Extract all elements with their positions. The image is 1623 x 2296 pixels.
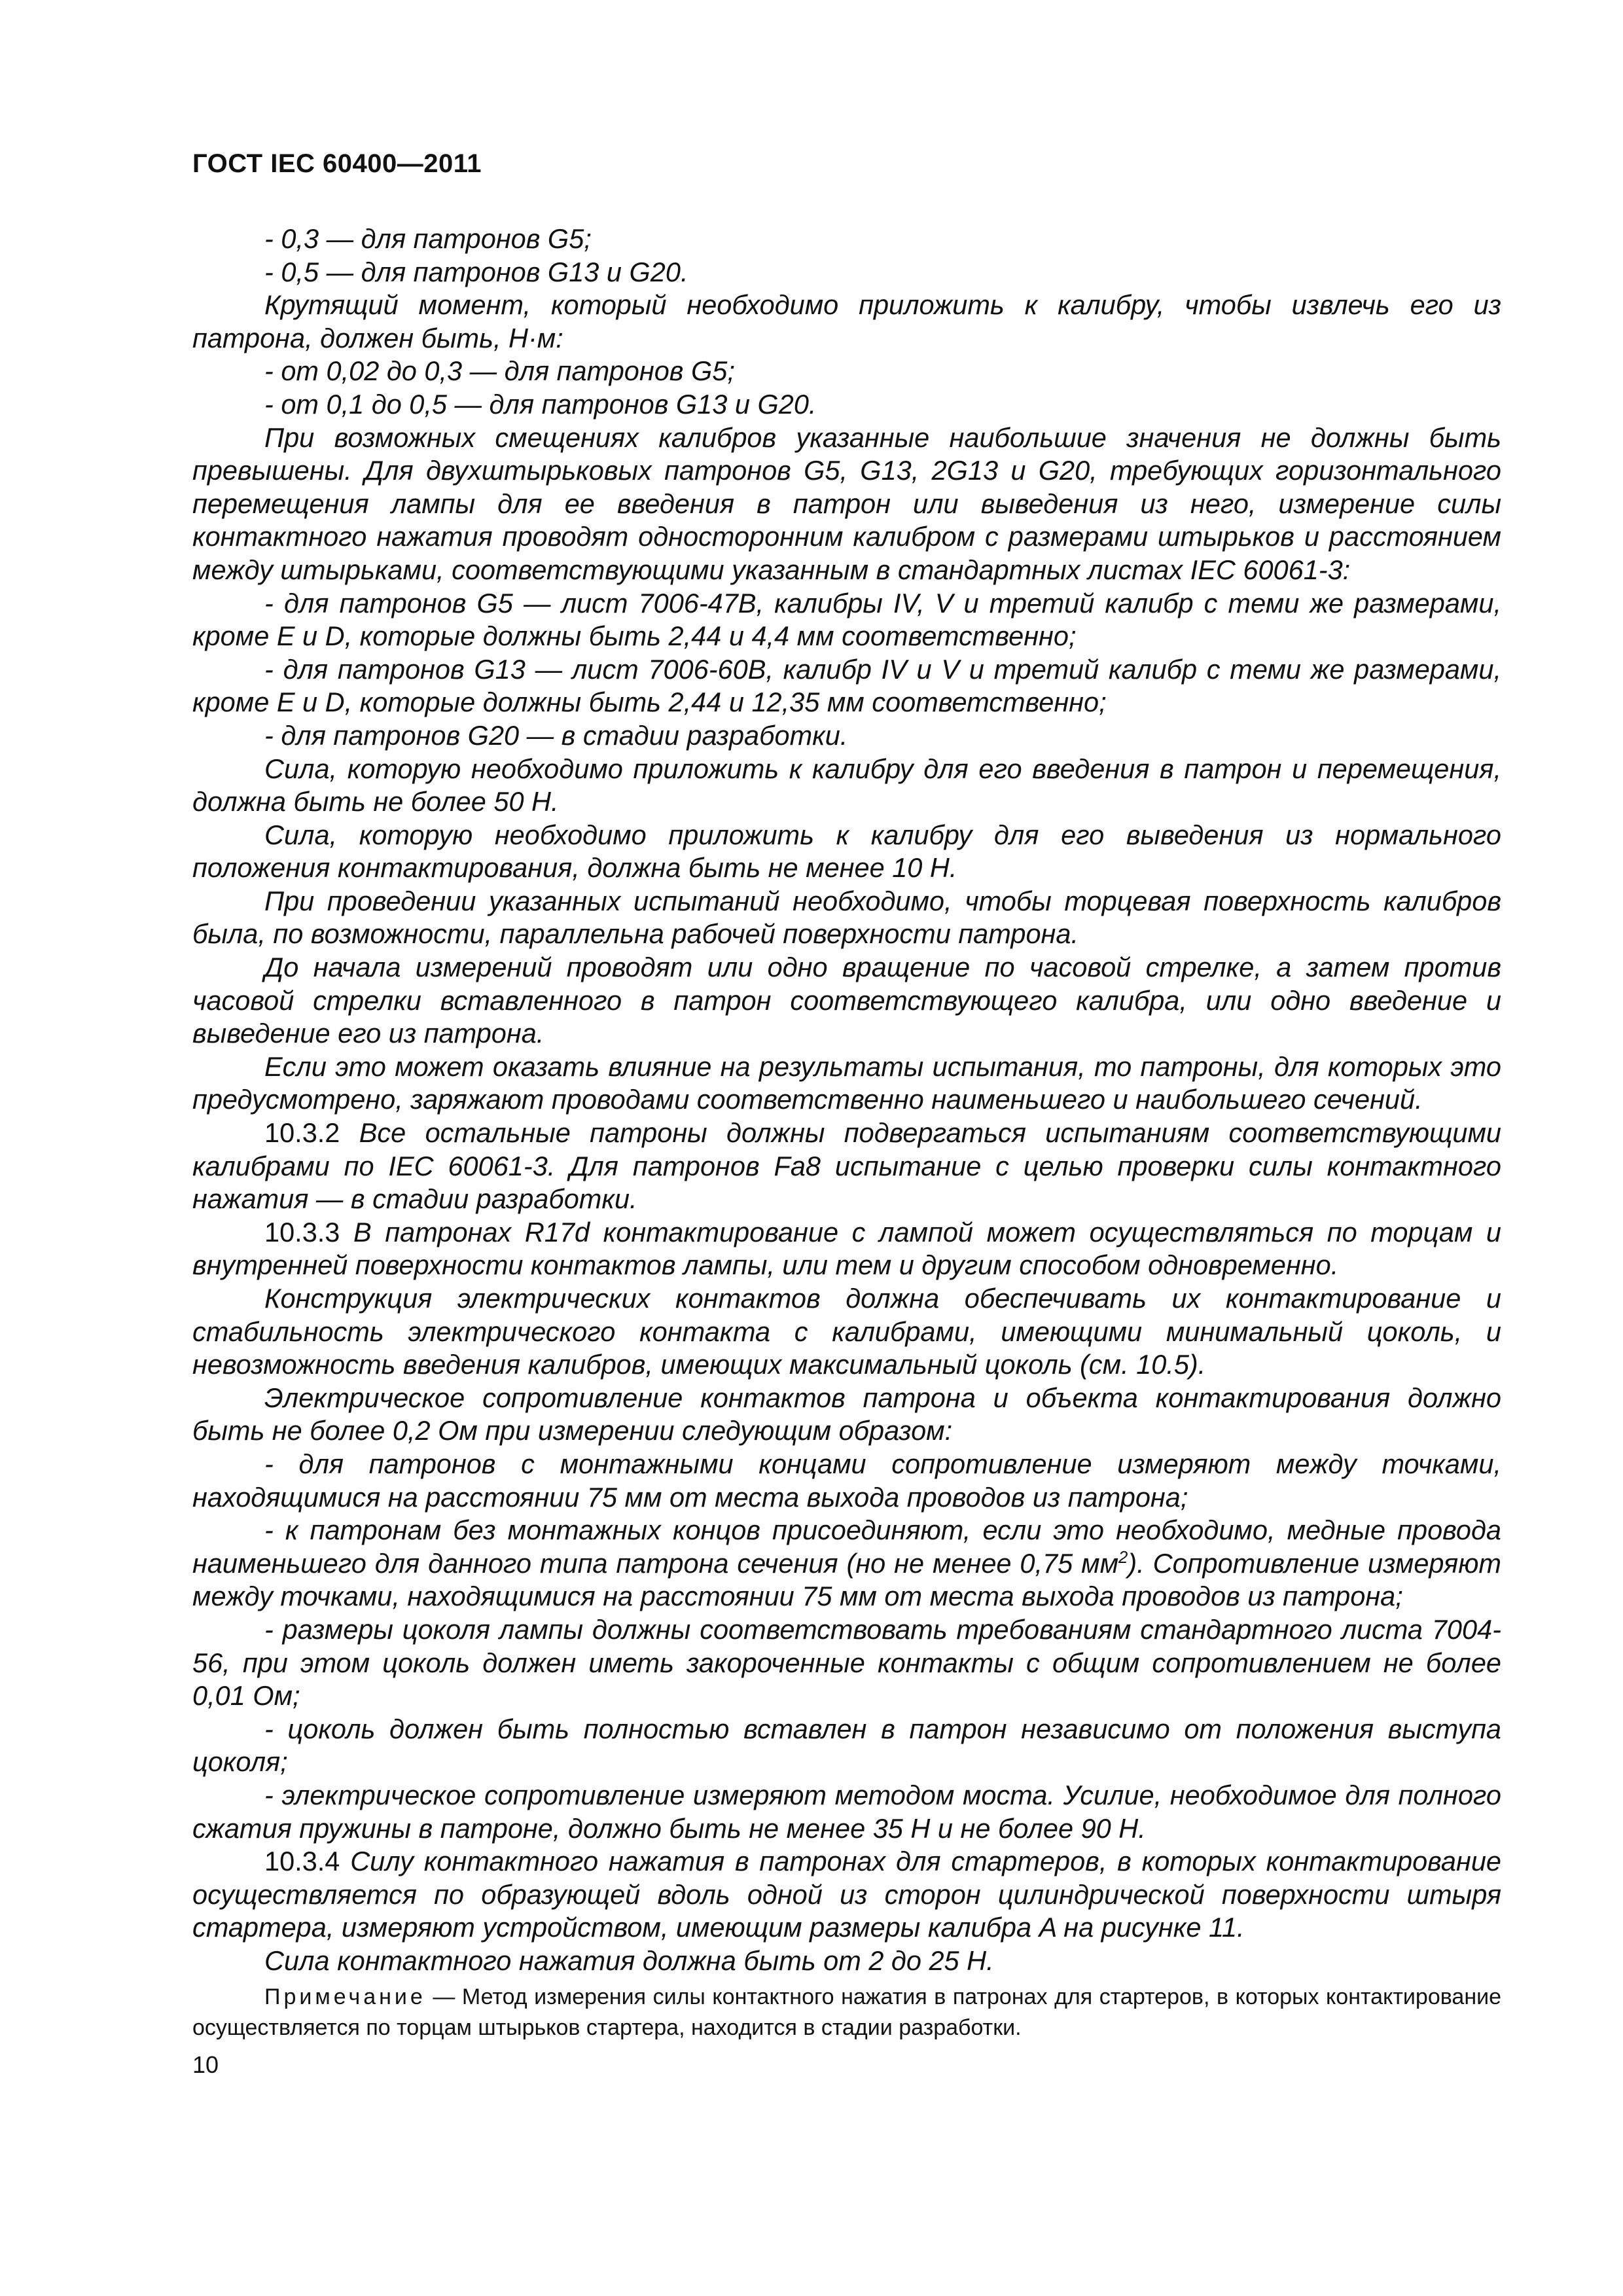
paragraph: При возможных смещениях калибров указанные наибольшие значения не должны быть превышены. Для двухштырьковых патронов G5, G13, 2G13 и G20, требующих горизонтального перемещения лампы для ее введения в патрон или выведения из него, измерение силы контактного нажатия проводят односторонним калибром с размерами штырьков и расстоянием между штырьками, соответствующими указанным в стандартных листах IEC 60061-3: [192, 422, 1501, 585]
clause-10-3-3 [192, 1216, 1501, 1282]
paragraph: - для патронов с монтажными концами сопротивление измеряют между точками, находящимися на расстоянии 75 мм от места выхода проводов из патрона; [192, 1448, 1501, 1513]
paragraph [192, 1514, 1501, 1613]
clause-text: Все остальные патроны должны подвергаться испытаниям соответствующими калибрами по IEC 60061-3. Для патронов Fa8 испытание с целью проверки силы контактного нажатия — в стадии разработки. [192, 1117, 1501, 1215]
clause-number: 10.3.2 [264, 1117, 340, 1149]
paragraph: - 0,3 — для патронов G5; [264, 223, 592, 254]
paragraph: Сила, которую необходимо приложить к калибру для его введения в патрон и перемещения, должна быть не более 50 Н. [192, 753, 1501, 817]
paragraph: При проведении указанных испытаний необходимо, чтобы торцевая поверхность калибров была, по возможности, параллельна рабочей поверхности патрона. [192, 885, 1501, 950]
clause-text: В патронах R17d контактирование с лампой может осуществляться по торцам и внутренней поверхности контактов лампы, или тем и другим способом одновременно. [192, 1216, 1502, 1281]
note-paragraph [192, 1982, 1501, 2043]
clause-number: 10.3.4 [264, 1846, 340, 1877]
paragraph: - размеры цоколя лампы должны соответствовать требованиям стандартного листа 7004-56, при этом цоколь должен иметь закороченные контакты с общим сопротивлением не более 0,01 Ом; [192, 1613, 1501, 1712]
paragraph: - от 0,02 до 0,3 — для патронов G5; [264, 355, 735, 387]
paragraph: Электрическое сопротивление контактов патрона и объекта контактирования должно быть не более 0,2 Ом при измерении следующим образом: [192, 1382, 1501, 1446]
clause-10-3-4 [192, 1845, 1501, 1945]
note-label: Примечание [264, 1984, 426, 2009]
paragraph: - для патронов G13 — лист 7006-60B, калибр IV и V и третий калибр с теми же размерами, кроме E и D, которые должны быть 2,44 и 12,35 мм соответственно; [192, 653, 1501, 718]
paragraph: - для патронов G5 — лист 7006-47B, калибры IV, V и третий калибр с теми же размерами, кроме E и D, которые должны быть 2,44 и 4,4 мм соответственно; [192, 587, 1501, 652]
paragraph: Сила контактного нажатия должна быть от 2 до 25 Н. [264, 1945, 994, 1976]
superscript: 2 [1118, 1548, 1128, 1567]
paragraph: До начала измерений проводят или одно вращение по часовой стрелке, а затем против часовой стрелки вставленного в патрон соответствующего калибра, или одно введение и выведение его из патрона. [192, 952, 1501, 1049]
page-number: 10 [192, 2051, 219, 2078]
document-header: ГОСТ IEC 60400—2011 [192, 149, 482, 178]
note [192, 1982, 1501, 2043]
paragraph: - для патронов G20 — в стадии разработки. [264, 719, 848, 751]
body-text [192, 223, 1501, 1977]
paragraph: Конструкция электрических контактов должна обеспечивать их контактирование и стабильность электрического контакта с калибрами, имеющими минимальный цоколь, и невозможность введения калибров, имеющих максимальный цоколь (см. 10.5). [192, 1283, 1501, 1380]
clause-text: Силу контактного нажатия в патронах для стартеров, в которых контактирование осуществляется по образующей вдоль одной из сторон цилиндрической поверхности штыря стартера, измеряют устройством, имеющим размеры калибра A на рисунке 11. [192, 1846, 1502, 1943]
text-fragment: - к патронам без монтажных концов присоединяют, если это необходимо, медные провода наименьшего для данного типа патрона сечения (но не менее 0,75 мм [192, 1515, 1501, 1579]
paragraph: - электрическое сопротивление измеряют методом моста. Усилие, необходимое для полного сжатия пружины в патроне, должно быть не менее 35 Н и не более 90 Н. [192, 1779, 1501, 1844]
paragraph: Если это может оказать влияние на результаты испытания, то патроны, для которых это предусмотрено, заряжают проводами соответственно наименьшего и наибольшего сечений. [192, 1050, 1501, 1115]
text-fragment: ). Сопротивление измеряют между точками, находящимися на расстоянии 75 мм от места выхода проводов из патрона; [192, 1547, 1501, 1612]
paragraph: - 0,5 — для патронов G13 и G20. [264, 256, 688, 287]
paragraph: Крутящий момент, который необходимо приложить к калибру, чтобы извлечь его из патрона, должен быть, Н·м: [192, 289, 1501, 353]
clause-number: 10.3.3 [264, 1216, 340, 1247]
paragraph: Сила, которую необходимо приложить к калибру для его выведения из нормального положения контактирования, должна быть не менее 10 Н. [192, 819, 1501, 884]
note-text: — Метод измерения силы контактного нажатия в патронах для стартеров, в которых контактирование осуществляется по торцам штырьков стартера, находится в стадии разработки. [192, 1984, 1501, 2040]
paragraph: - от 0,1 до 0,5 — для патронов G13 и G20. [264, 388, 817, 420]
paragraph: - цоколь должен быть полностью вставлен в патрон независимо от положения выступа цоколя; [192, 1713, 1501, 1778]
clause-10-3-2 [192, 1117, 1501, 1216]
